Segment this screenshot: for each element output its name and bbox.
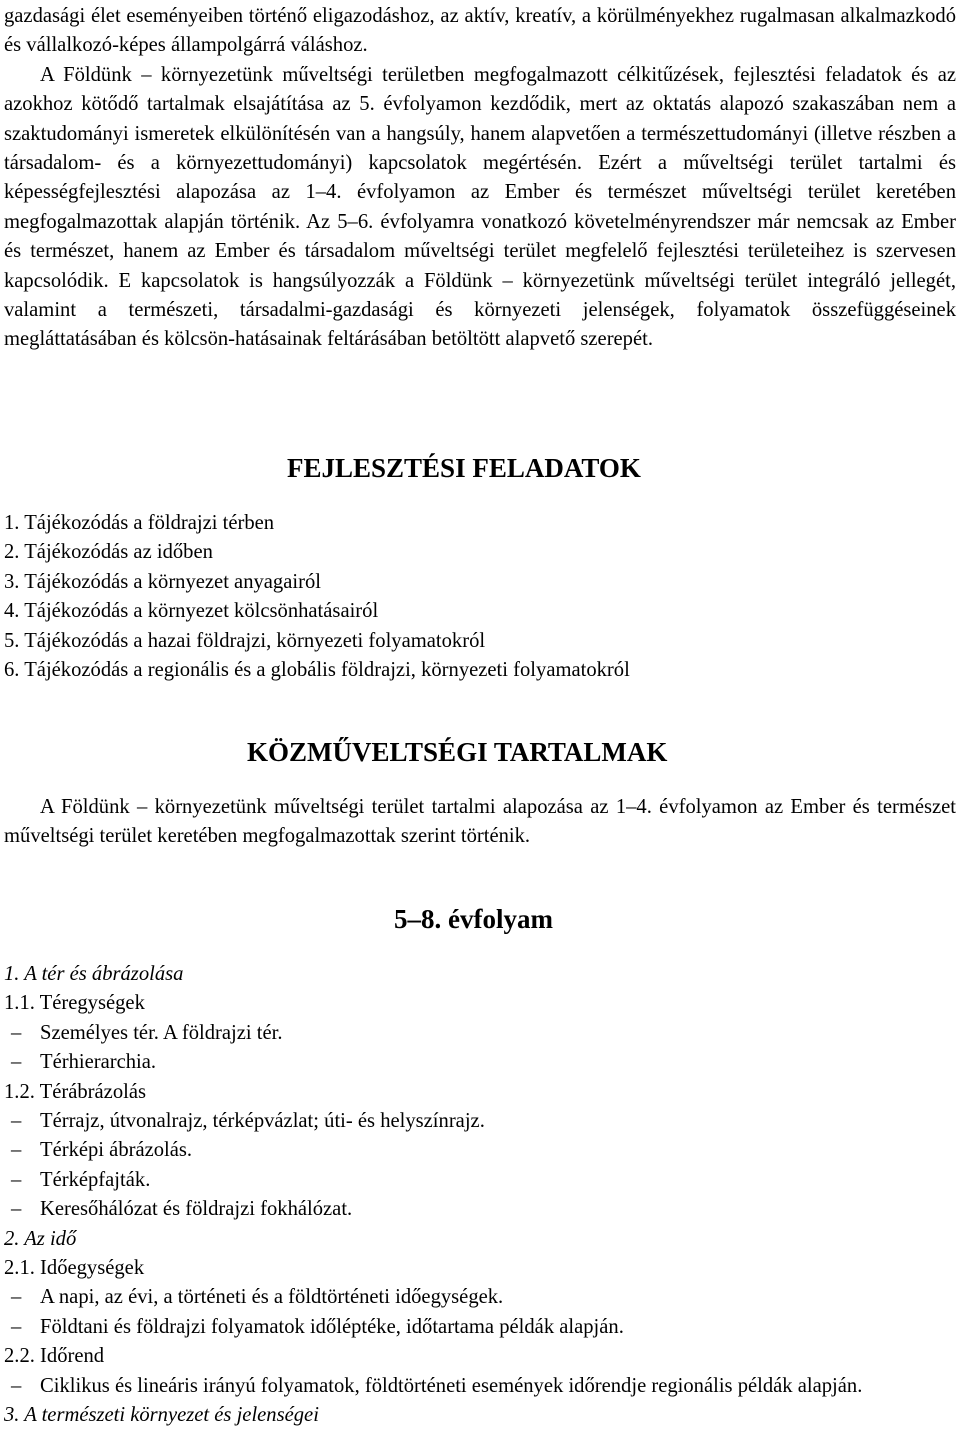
content-item: – Földtani és földrajzi folyamatok időléptéke, időtartama példák alapján.: [4, 1313, 956, 1342]
subchapter-title: 2.1. Időegységek: [4, 1257, 145, 1280]
list-item: 5. Tájékozódás a hazai földrajzi, környezeti folyamatokról: [4, 629, 486, 652]
development-tasks-heading: FEJLESZTÉSI FELADATOK: [287, 453, 641, 483]
content-item: – Keresőhálózat és földrajzi fokhálózat.: [4, 1195, 956, 1224]
core-content-paragraph: A Földünk – környezetünk műveltségi terület tartalmi alapozása az 1–4. évfolyamon az Ember és természet műveltségi terület keretében megfogalmazottak szerint történik.: [4, 796, 956, 848]
content-item: – Személyes tér. A földrajzi tér.: [4, 1019, 956, 1048]
core-content-heading: KÖZMŰVELTSÉGI TARTALMAK: [247, 737, 668, 767]
content-item: – Térképi ábrázolás.: [4, 1136, 956, 1165]
grade-content-list: [4, 960, 956, 1431]
core-content-section: [4, 793, 956, 852]
list-item: 6. Tájékozódás a regionális és a globális földrajzi, környezeti folyamatokról: [4, 659, 630, 682]
content-item: – Térhierarchia.: [4, 1048, 956, 1077]
content-item: – Térrajz, útvonalrajz, térképvázlat; úti- és helyszínrajz.: [4, 1107, 956, 1136]
chapter-title: 1. A tér és ábrázolása: [4, 963, 184, 985]
subchapter-title: 1.1. Téregységek: [4, 992, 145, 1015]
chapter-title: 3. A természeti környezet és jelenségei: [4, 1404, 319, 1427]
subchapter-title: 1.2. Térábrázolás: [4, 1080, 146, 1103]
content-item: – Ciklikus és lineáris irányú folyamatok, földtörténeti események időrendje regionális példák alapján.: [4, 1372, 956, 1401]
list-item: 4. Tájékozódás a környezet kölcsönhatásairól: [4, 600, 379, 623]
intro-paragraph-2: A Földünk – környezetünk műveltségi területben megfogalmazott célkitűzések, fejlesztési feladatok és az azokhoz kötődő tartalmak elsajátítása az 5. évfolyamon kezdődik, mert az oktatás alapozó szakaszában nem a szaktudományi ismeretek elkülönítésén van a hangsúly, hanem alapvetően a természettudományi (illetve részben a társadalom- és a környezettudományi) kapcsolatok megértésén. Ezért a műveltségi terület tartalmi és képességfejlesztési alapozása az 1–4. évfolyamon az Ember és természet műveltségi terület keretében megfogalmazottak alapján történik. Az 5–6. évfolyamra vonatkozó követelményrendszer már nemcsak az Ember és természet, hanem az Ember és társadalom műveltségi terület megfelelő fejlesztési területeihez is szervesen kapcsolódik. E kapcsolatok is hangsúlyozzák a Földünk – környezetünk műveltségi terület integráló jellegét, valamint a természeti, társadalmi-gazdasági és környezeti jelenségek, folyamatok összefüggéseinek megláttatásában és kölcsön-hatásainak feltárásában betöltött alapvető szerepét.: [4, 63, 956, 351]
chapter-title: 2. Az idő: [4, 1227, 77, 1250]
content-item: – A napi, az évi, a történeti és a földtörténeti időegységek.: [4, 1283, 956, 1312]
list-item: 1. Tájékozódás a földrajzi térben: [4, 512, 275, 534]
intro-section: [4, 2, 956, 355]
list-item: 2. Tájékozódás az időben: [4, 541, 213, 564]
grade-heading: 5–8. évfolyam: [394, 904, 553, 934]
development-tasks-list: [4, 509, 630, 685]
content-item: – Térképfajták.: [4, 1166, 956, 1195]
subchapter-title: 2.2. Időrend: [4, 1345, 105, 1368]
list-item: 3. Tájékozódás a környezet anyagairól: [4, 570, 321, 593]
intro-paragraph-1: gazdasági élet eseményeiben történő eligazodáshoz, az aktív, kreatív, a körülményekhez rugalmasan alkalmazkodó és vállalkozó-képes állampolgárrá váláshoz.: [4, 5, 956, 57]
